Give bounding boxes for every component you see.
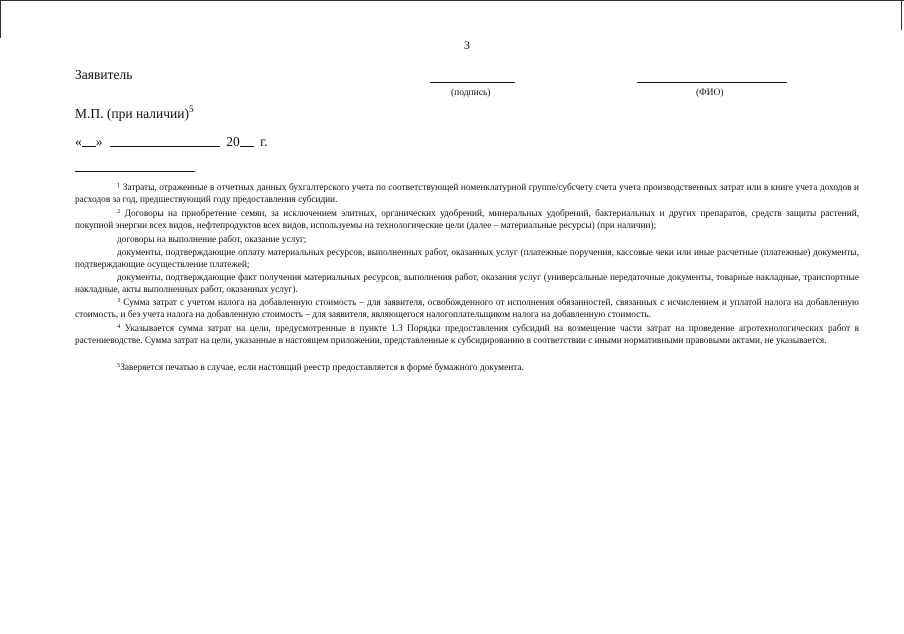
page-border-top xyxy=(0,0,904,1)
footnote-4-number: 4 xyxy=(117,323,121,330)
signature-caption: (подпись) xyxy=(451,88,491,98)
year-suffix: г. xyxy=(260,134,268,149)
applicant-label: Заявитель xyxy=(75,67,133,82)
date-quote-open: « xyxy=(75,134,82,149)
fio-caption: (ФИО) xyxy=(696,88,724,98)
footnote-2-paragraph-4 xyxy=(75,272,859,297)
footnote-2-text: Договоры на приобретение семян, за исключением элитных, органических удобрений, минеральных удобрений, бактериальных и других препаратов, средств защиты растений, покупной энергии всех видов, нефтепродуктов всех видов, используемы на технологические цели (далее – материальные ресурсы) (при наличии); xyxy=(75,209,859,232)
footnote-5 xyxy=(75,362,859,374)
footnote-2-paragraph-2 xyxy=(75,234,859,246)
footnote-1 xyxy=(75,182,859,207)
footnote-2 xyxy=(75,208,859,233)
footnote-2-paragraph-3-text: документы, подтверждающие оплату материальных ресурсов, выполненных работ, оказанных услуг (платежные поручения, кассовые чеки или иные расчетные (платежные) документы, подтверждающие осуществление платежей; xyxy=(75,248,859,271)
footnote-2-paragraph-4-text: документы, подтверждающие факт получения материальных ресурсов, выполнения работ, оказания услуг (универсальные передаточные документы, товарные накладные, транспортные накладные, акты выполненных работ, оказанных услуг). xyxy=(75,273,859,296)
stamp-label-text: М.П. (при наличии) xyxy=(75,106,189,121)
fio-line xyxy=(637,82,787,83)
footnote-4-text: Указывается сумма затрат на цели, предусмотренные в пункте 1.3 Порядка предоставления субсидий на возмещение части затрат на проведение агротехнологических работ в растениеводстве. Сумма затрат на цели, указанные в настоящем приложении, представленные к субсидированию в соответствии с иными нормативными правовыми актами, не указывается. xyxy=(75,324,859,347)
day-blank xyxy=(82,135,96,147)
footnote-2-paragraph-2-text: договоры на выполнение работ, оказание услуг; xyxy=(117,235,307,245)
footnote-3 xyxy=(75,297,859,322)
footnote-3-text: Сумма затрат с учетом налога на добавленную стоимость – для заявителя, освобожденного от исполнения обязанностей, связанных с исчислением и уплатой налога на добавленную стоимость, и без учета налога на добавленную стоимость – для заявителя, являющегося налогоплательщиком налога на добавленную стоимость. xyxy=(75,298,860,321)
page-border-right xyxy=(901,0,902,30)
page-number: 3 xyxy=(464,38,470,52)
page-border-left xyxy=(0,0,1,38)
footnote-divider xyxy=(75,171,195,172)
footnote-5-number: 5 xyxy=(117,362,121,369)
date-line xyxy=(75,134,268,150)
footnote-4 xyxy=(75,323,859,348)
date-quote-close: » xyxy=(95,134,103,149)
footnote-1-number: 1 xyxy=(117,182,121,189)
stamp-label xyxy=(75,106,193,122)
signature-line xyxy=(430,82,515,83)
year-prefix: 20 xyxy=(226,134,240,149)
footnote-2-paragraph-3 xyxy=(75,247,859,272)
footnote-3-number: 3 xyxy=(117,297,121,304)
year-blank xyxy=(240,135,254,147)
footnote-5-text: Заверяется печатью в случае, если настоящий реестр предоставляется в форме бумажного документа. xyxy=(120,363,524,373)
footnote-2-number: 2 xyxy=(117,208,121,215)
stamp-footnote-ref: 5 xyxy=(188,104,194,114)
month-blank xyxy=(110,135,220,147)
footnote-1-text: Затраты, отраженные в отчетных данных бухгалтерского учета по соответствующей номенклатурной группе/субсчету счета учета производственных затрат или в книге учета доходов и расходов за год, предшествующий году предоставления субсидии. xyxy=(75,183,859,206)
